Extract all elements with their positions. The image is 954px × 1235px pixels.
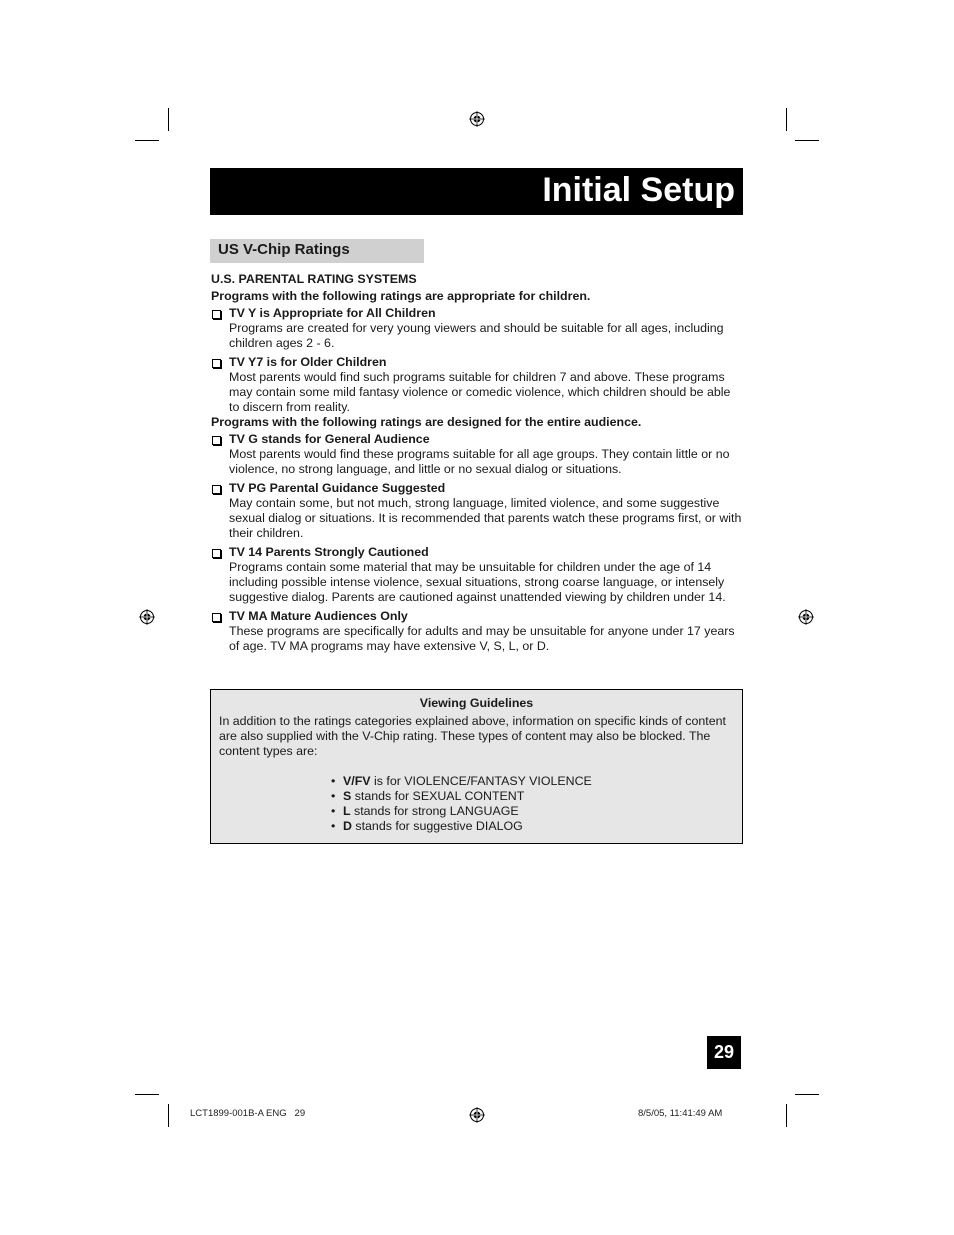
content-code: V/FV [343, 774, 371, 788]
rating-title: TV 14 Parents Strongly Cautioned [229, 545, 429, 559]
crop-mark [168, 1104, 169, 1127]
page-number: 29 [707, 1036, 741, 1069]
children-intro: Programs with the following ratings are appropriate for children. [211, 289, 591, 303]
crop-mark [786, 1104, 787, 1127]
square-checkbox-icon [212, 436, 221, 445]
rating-item-tv-pg [211, 481, 743, 541]
registration-mark-icon [139, 609, 155, 625]
ratings-content [211, 272, 743, 654]
guidelines-title: Viewing Guidelines [419, 696, 534, 710]
rating-description: Programs contain some material that may be unsuitable for children under the age of 14 including possible intense violence, sexual situations, strong coarse language, or intensely suggestive dialog. Parents are cautioned against unattended viewing by children under 14. [229, 560, 726, 604]
audience-intro: Programs with the following ratings are designed for the entire audience. [211, 415, 642, 429]
bullet: • [331, 789, 336, 803]
registration-mark-icon [469, 111, 485, 127]
rating-item-tv-y7 [211, 355, 743, 415]
content-desc: stands for suggestive DIALOG [351, 819, 523, 833]
crop-mark [135, 140, 159, 141]
rating-title: TV MA Mature Audiences Only [229, 609, 408, 623]
rating-item-tv-y [211, 306, 743, 351]
registration-mark-icon [469, 1107, 485, 1123]
content-type-list [331, 774, 592, 834]
content-desc: is for VIOLENCE/FANTASY VIOLENCE [370, 774, 592, 788]
section-heading-box [210, 239, 424, 263]
bullet: • [331, 804, 336, 818]
content-code: L [343, 804, 351, 818]
rating-title: TV Y7 is for Older Children [229, 355, 387, 369]
viewing-guidelines-box [210, 689, 743, 844]
guidelines-text: In addition to the ratings categories explained above, information on specific kinds of content are also supplied with the V-Chip rating. These types of content may also be blocked. The content types are: [219, 714, 726, 758]
rating-item-tv-ma [211, 609, 743, 654]
content-desc: stands for SEXUAL CONTENT [351, 789, 525, 803]
content-type-item [331, 789, 592, 804]
rating-description: Most parents would find such programs suitable for children 7 and above. These programs may contain some mild fantasy violence or comedic violence, which children should be able to discern from reality. [229, 370, 731, 414]
bullet: • [331, 774, 336, 788]
crop-mark [795, 140, 819, 141]
content-desc: stands for strong LANGUAGE [350, 804, 519, 818]
rating-title: TV G stands for General Audience [229, 432, 430, 446]
rating-item-tv-g [211, 432, 743, 477]
content-code: S [343, 789, 352, 803]
section-heading: US V-Chip Ratings [218, 241, 350, 258]
rating-description: May contain some, but not much, strong language, limited violence, and some suggestive sexual dialog or situations. It is recommended that parents watch these programs first, or with their children. [229, 496, 742, 540]
square-checkbox-icon [212, 359, 221, 368]
content-type-item [331, 804, 592, 819]
rating-title: TV Y is Appropriate for All Children [229, 306, 436, 320]
content-code: D [343, 819, 352, 833]
bullet: • [331, 819, 336, 833]
registration-mark-icon [798, 609, 814, 625]
square-checkbox-icon [212, 485, 221, 494]
square-checkbox-icon [212, 310, 221, 319]
rating-description: Most parents would find these programs suitable for all age groups. They contain little or no violence, no strong language, and little or no sexual dialog or situations. [229, 447, 730, 476]
systems-heading: U.S. PARENTAL RATING SYSTEMS [211, 272, 417, 286]
page-title: Initial Setup [542, 171, 735, 209]
content-type-item [331, 774, 592, 789]
crop-mark [135, 1094, 159, 1095]
rating-description: These programs are specifically for adults and may be unsuitable for anyone under 17 years of age. TV MA programs may have extensive V, S, L, or D. [229, 624, 735, 653]
rating-title: TV PG Parental Guidance Suggested [229, 481, 446, 495]
crop-mark [786, 108, 787, 131]
rating-description: Programs are created for very young viewers and should be suitable for all ages, including children ages 2 - 6. [229, 321, 724, 350]
content-type-item [331, 819, 592, 834]
crop-mark [168, 108, 169, 131]
crop-mark [795, 1094, 819, 1095]
footer-left: LCT1899-001B-A ENG 29 [190, 1108, 306, 1119]
page-title-bar [210, 168, 743, 215]
footer-right: 8/5/05, 11:41:49 AM [638, 1108, 723, 1119]
square-checkbox-icon [212, 613, 221, 622]
rating-item-tv-14 [211, 545, 743, 605]
square-checkbox-icon [212, 549, 221, 558]
